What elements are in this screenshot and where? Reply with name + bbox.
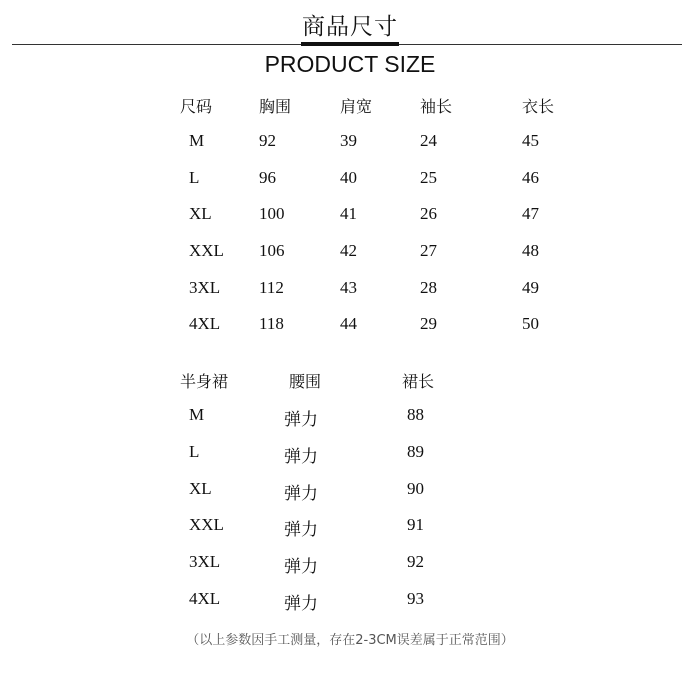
table-cell: 弹力 bbox=[284, 410, 318, 429]
page-title: 商品尺寸 bbox=[302, 14, 398, 40]
table-cell: 93 bbox=[407, 589, 424, 608]
table-cell: 96 bbox=[259, 168, 276, 187]
table-cell: 弹力 bbox=[284, 594, 318, 613]
table-cell: 92 bbox=[407, 552, 424, 571]
table-cell: 45 bbox=[522, 131, 539, 150]
table-cell: M bbox=[189, 405, 205, 424]
table-cell: 112 bbox=[259, 278, 284, 297]
page-subtitle: PRODUCT SIZE bbox=[264, 51, 436, 77]
table-cell: 44 bbox=[340, 314, 357, 333]
table-cell: 40 bbox=[340, 168, 357, 187]
table-cell: XXL bbox=[189, 241, 224, 260]
table-cell: 弹力 bbox=[284, 447, 318, 466]
table-cell: L bbox=[189, 442, 200, 461]
table-cell: XXL bbox=[189, 515, 224, 534]
table-cell: 49 bbox=[522, 278, 539, 297]
table-cell: 118 bbox=[259, 314, 284, 333]
table-cell: 43 bbox=[340, 278, 357, 297]
table-cell: 41 bbox=[340, 204, 357, 223]
table-cell: 27 bbox=[420, 241, 437, 260]
table-cell: 92 bbox=[259, 131, 276, 150]
table-cell: XL bbox=[189, 204, 212, 223]
table-cell: 48 bbox=[522, 241, 539, 260]
column-header: 裙长 bbox=[402, 372, 435, 391]
column-header: 尺码 bbox=[180, 97, 213, 116]
table-cell: XL bbox=[189, 479, 212, 498]
table-cell: 91 bbox=[407, 515, 424, 534]
column-header: 袖长 bbox=[420, 97, 453, 116]
column-header: 胸围 bbox=[259, 97, 292, 116]
table-cell: 4XL bbox=[189, 589, 221, 608]
table-cell: 89 bbox=[407, 442, 424, 461]
column-header: 衣长 bbox=[522, 97, 555, 116]
table-cell: 26 bbox=[420, 204, 437, 223]
table-cell: 42 bbox=[340, 241, 357, 260]
table-cell: M bbox=[189, 131, 205, 150]
table-cell: 弹力 bbox=[284, 557, 318, 576]
table-cell: 24 bbox=[420, 131, 437, 150]
table-cell: 3XL bbox=[189, 278, 221, 297]
table-cell: 88 bbox=[407, 405, 424, 424]
table-cell: 90 bbox=[407, 479, 424, 498]
title-underline-accent bbox=[301, 42, 399, 46]
table-cell: 28 bbox=[420, 278, 437, 297]
table-cell: 弹力 bbox=[284, 484, 318, 503]
table-cell: 39 bbox=[340, 131, 357, 150]
table-cell: L bbox=[189, 168, 200, 187]
table-cell: 4XL bbox=[189, 314, 221, 333]
measurement-note: （以上参数因手工测量，存在2-3CM误差属于正常范围） bbox=[186, 633, 514, 648]
table-cell: 47 bbox=[522, 204, 539, 223]
table-cell: 106 bbox=[259, 241, 285, 260]
table-cell: 46 bbox=[522, 168, 539, 187]
column-header: 肩宽 bbox=[340, 97, 373, 116]
table-cell: 29 bbox=[420, 314, 437, 333]
table-cell: 100 bbox=[259, 204, 285, 223]
table-cell: 3XL bbox=[189, 552, 221, 571]
table-cell: 25 bbox=[420, 168, 437, 187]
table-cell: 50 bbox=[522, 314, 539, 333]
column-header: 腰围 bbox=[289, 372, 322, 391]
table-cell: 弹力 bbox=[284, 520, 318, 539]
column-header: 半身裙 bbox=[180, 372, 229, 391]
